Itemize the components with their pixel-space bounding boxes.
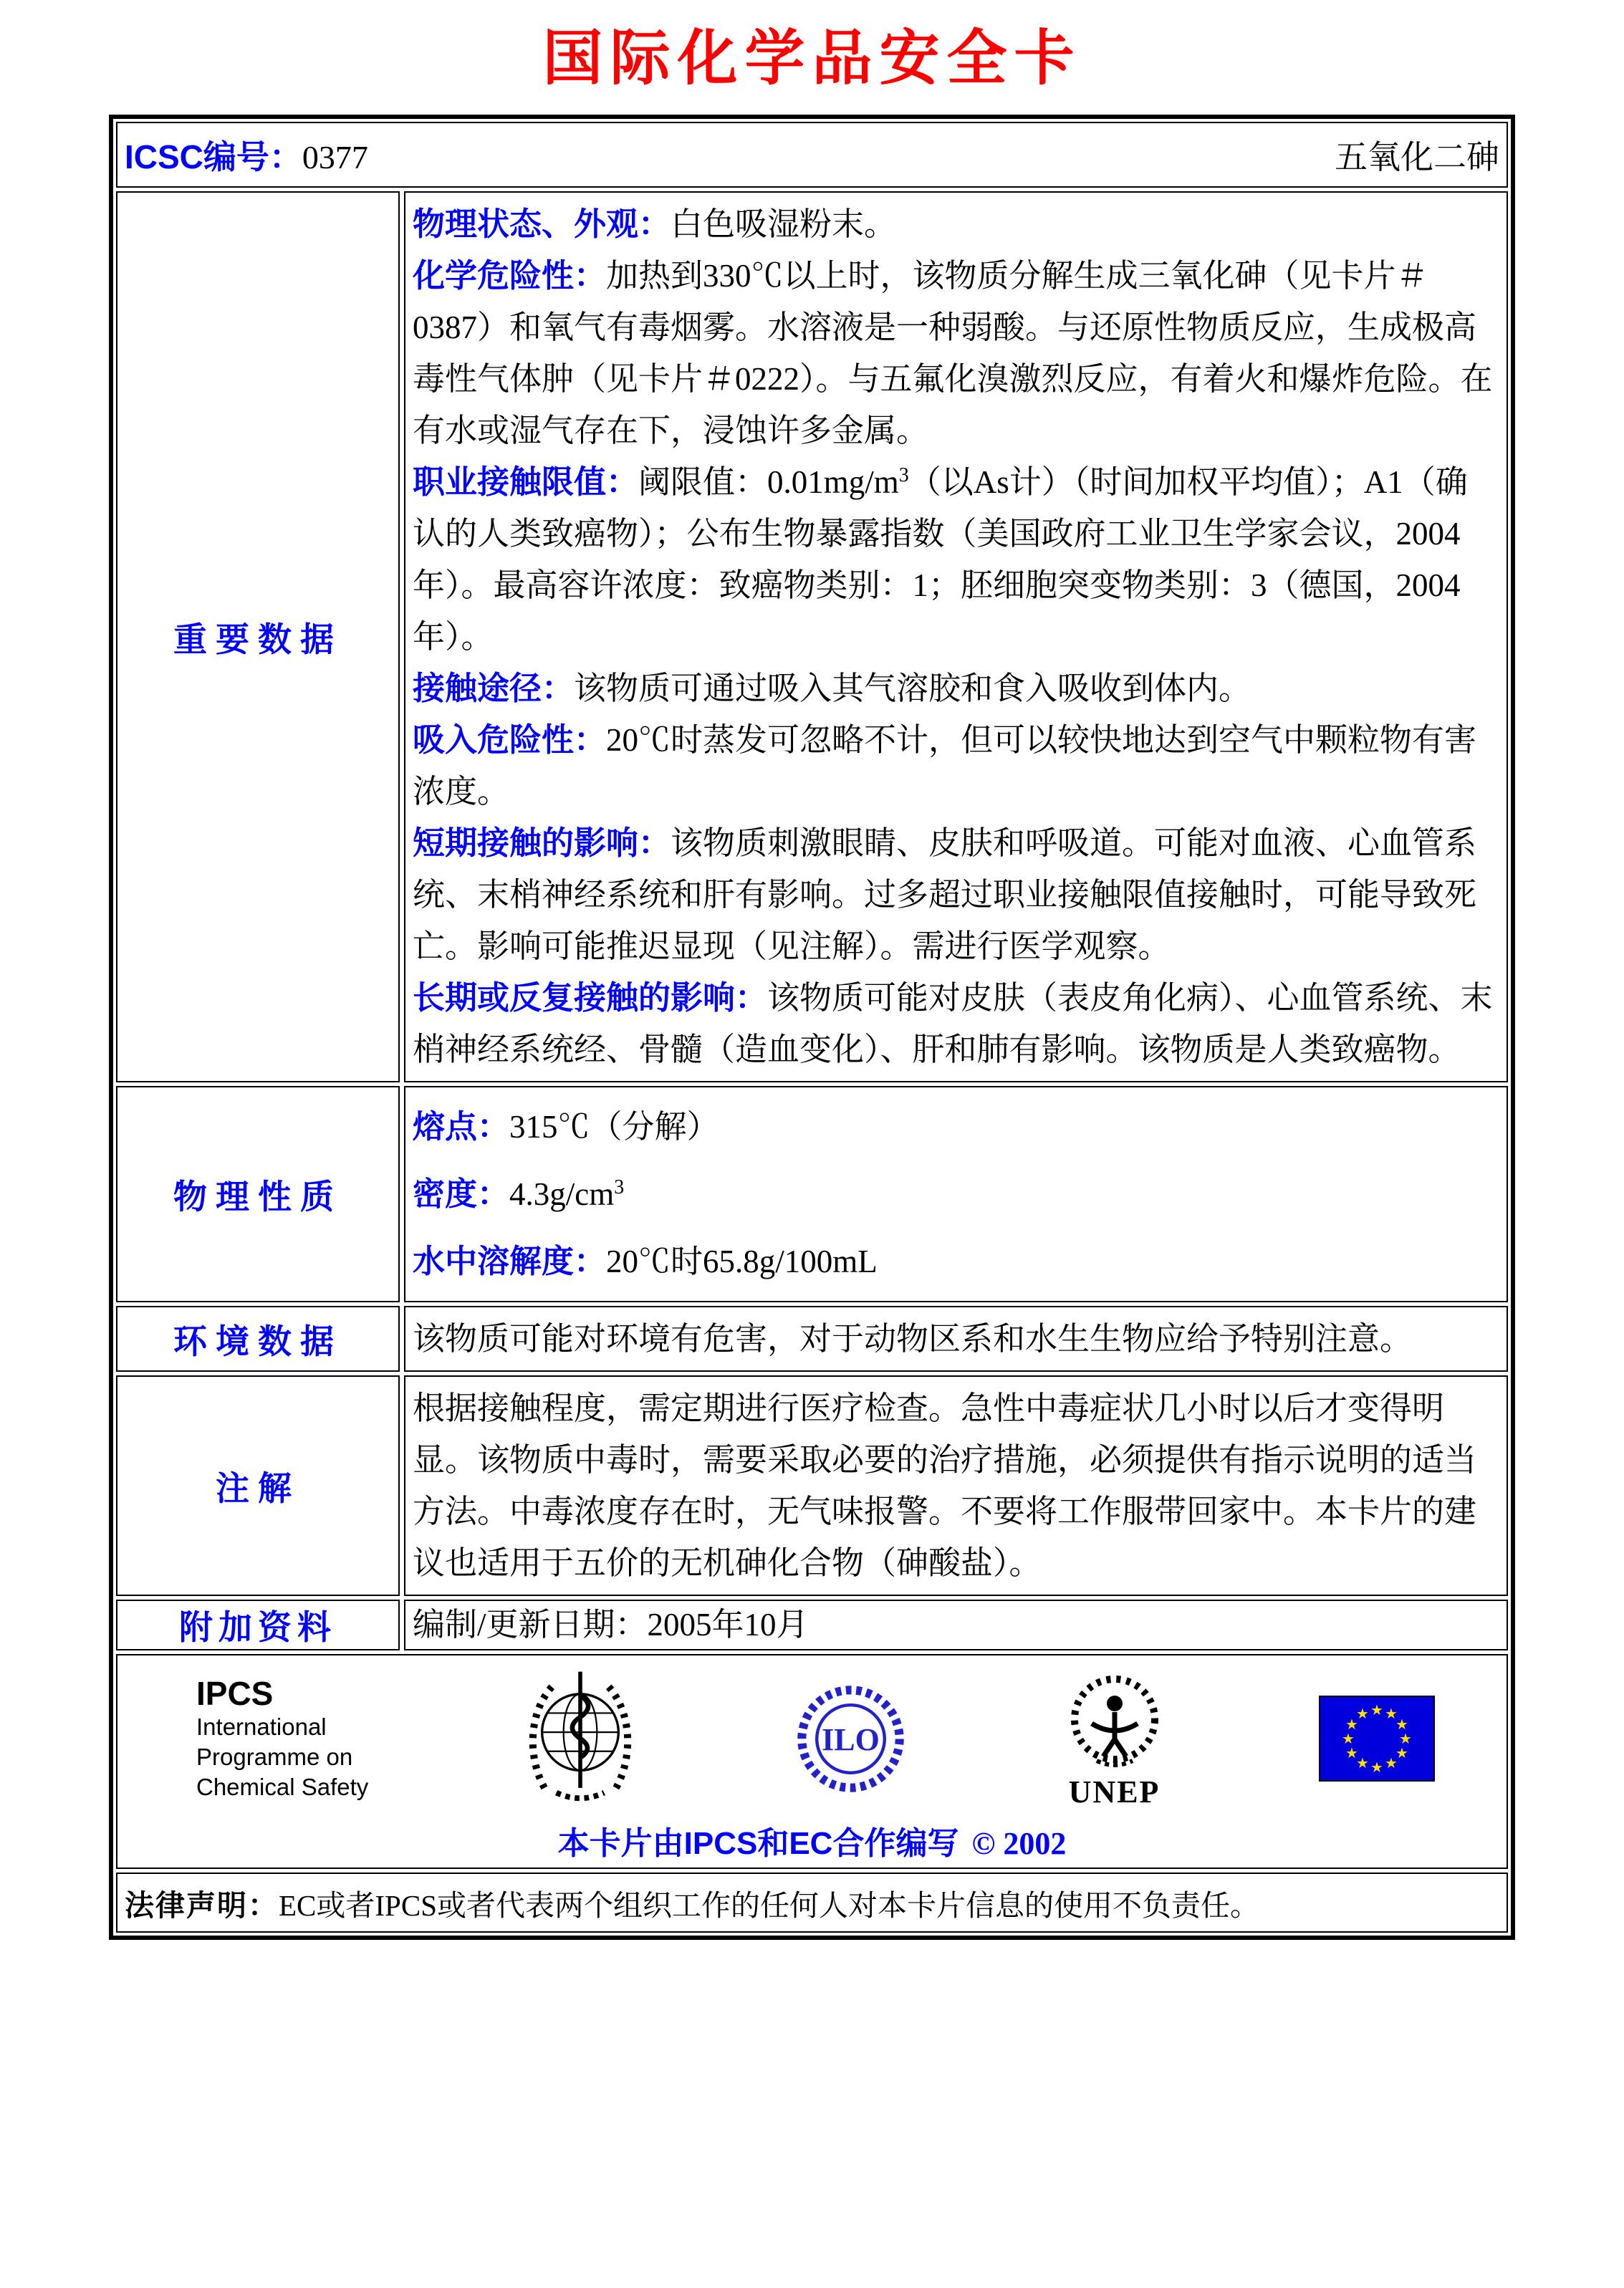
paragraph-text: 该物质可能对皮肤（表皮角化病）、心血管系统、末梢神经系统经、骨髓（造血变化）、肝和肺有影响。该物质是人类致癌物。 bbox=[413, 980, 1493, 1067]
important-data-content bbox=[404, 191, 1508, 1082]
ilo-letters: ILO bbox=[822, 1721, 880, 1757]
paragraph-occupational-limits bbox=[413, 456, 1499, 663]
paragraph-label: 职业接触限值： bbox=[413, 463, 639, 500]
icsc-number-label: ICSC编号： bbox=[125, 138, 302, 176]
paragraph-text: 20℃时蒸发可忽略不计，但可以较快地达到空气中颗粒物有害浓度。 bbox=[413, 722, 1477, 809]
paragraph-physical-state bbox=[413, 198, 1499, 250]
density-line bbox=[413, 1160, 1499, 1228]
row-label-physical-properties: 物理性质 bbox=[116, 1086, 400, 1302]
notes-content: 根据接触程度，需定期进行医疗检查。急性中毒症状几小时以后才变得明显。该物质中毒时，需要采取必要的治疗措施，必须提供有指示说明的适当方法。中毒浓度存在时，无气味报警。不要将工作服带回家中。本卡片的建议也适用于五价的无机砷化合物（砷酸盐）。 bbox=[404, 1375, 1508, 1596]
row-additional-info bbox=[116, 1600, 1508, 1650]
svg-text:★: ★ bbox=[1345, 1716, 1358, 1733]
paragraph-text: 该物质刺激眼睛、皮肤和呼吸道。可能对血液、心血管系统、末梢神经系统和肝有影响。过多超过职业接触限值接触时，可能导致死亡。影响可能推迟显现（见注解）。需进行医学观察。 bbox=[413, 825, 1477, 964]
svg-text:★: ★ bbox=[1341, 1730, 1355, 1747]
paragraph-text: 该物质可通过吸入其气溶胶和食入吸收到体内。 bbox=[574, 670, 1251, 706]
row-physical-properties bbox=[116, 1086, 1508, 1302]
row-label-notes: 注解 bbox=[116, 1375, 400, 1596]
paragraph-text: 加热到330℃以上时，该物质分解生成三氧化砷（见卡片＃0387）和氧气有毒烟雾。水溶液是一种弱酸。与还原性物质反应，生成极高毒性气体肿（见卡片＃0222）。与五氟化溴激烈反应，有着火和爆炸危险。在有水或湿气存在下，浸蚀许多金属。 bbox=[413, 258, 1493, 448]
cooperation-caption bbox=[139, 1817, 1485, 1863]
svg-text:★: ★ bbox=[1370, 1759, 1383, 1776]
paragraph-label: 短期接触的影响： bbox=[413, 825, 671, 861]
logos-strip bbox=[139, 1667, 1485, 1810]
eu-flag-icon bbox=[1319, 1696, 1435, 1782]
unep-emblem-icon bbox=[1061, 1669, 1168, 1777]
svg-text:★: ★ bbox=[1395, 1716, 1408, 1733]
paragraph-short-term-effects bbox=[413, 817, 1499, 972]
property-value: 315℃（分解） bbox=[509, 1109, 719, 1145]
row-important-data bbox=[116, 191, 1508, 1082]
superscript: 3 bbox=[614, 1176, 625, 1198]
property-value: 20℃时65.8g/100mL bbox=[606, 1244, 878, 1279]
svg-text:★: ★ bbox=[1398, 1730, 1412, 1747]
copyright-text: © 2002 bbox=[971, 1826, 1067, 1861]
unep-wordmark: UNEP bbox=[1068, 1774, 1161, 1809]
paragraph-label: 吸入危险性： bbox=[413, 721, 607, 758]
svg-text:★: ★ bbox=[1395, 1744, 1408, 1761]
row-environmental-data bbox=[116, 1306, 1508, 1372]
cooperation-caption-text: 本卡片由IPCS和EC合作编写 bbox=[557, 1826, 959, 1861]
chemical-name: 五氧化二砷 bbox=[1335, 139, 1499, 176]
svg-text:★: ★ bbox=[1345, 1744, 1358, 1761]
property-label: 水中溶解度： bbox=[413, 1243, 607, 1279]
card-header-row bbox=[116, 122, 1508, 188]
additional-info-content: 编制/更新日期：2005年10月 bbox=[404, 1600, 1508, 1650]
property-label: 熔点： bbox=[413, 1108, 510, 1145]
ipcs-acronym: IPCS bbox=[196, 1675, 274, 1712]
physical-properties-content bbox=[404, 1086, 1508, 1302]
ipcs-line: Chemical Safety bbox=[196, 1774, 369, 1800]
icsc-number-value: 0377 bbox=[302, 139, 368, 176]
water-solubility-line bbox=[413, 1228, 1499, 1295]
svg-text:★: ★ bbox=[1370, 1701, 1383, 1719]
svg-text:★: ★ bbox=[1384, 1705, 1398, 1722]
legal-notice-text: EC或者IPCS或者代表两个组织工作的任何人对本卡片信息的使用不负责任。 bbox=[279, 1888, 1259, 1922]
paragraph-text: 阈限值：0.01mg/m bbox=[638, 464, 899, 500]
legal-notice-label: 法律声明： bbox=[125, 1888, 279, 1922]
svg-text:★: ★ bbox=[1355, 1705, 1369, 1722]
row-label-important-data: 重要数据 bbox=[116, 191, 400, 1082]
melting-point-line bbox=[413, 1093, 1499, 1160]
environmental-data-content: 该物质可能对环境有危害，对于动物区系和水生生物应给予特别注意。 bbox=[404, 1306, 1508, 1372]
paragraph-chemical-danger bbox=[413, 250, 1499, 456]
superscript: 3 bbox=[898, 464, 909, 486]
legal-notice-row bbox=[116, 1873, 1508, 1933]
paragraph-text: 白色吸湿粉末。 bbox=[671, 206, 897, 242]
paragraph-exposure-routes bbox=[413, 663, 1499, 714]
ipcs-line: International bbox=[196, 1713, 327, 1740]
ilo-emblem-icon bbox=[792, 1680, 910, 1798]
paragraph-inhalation-risk bbox=[413, 714, 1499, 817]
ipcs-text-block bbox=[196, 1675, 368, 1802]
paragraph-text: （以As计）（时间加权平均值）；A1（确认的人类致癌物）；公布生物暴露指数（美国政府工业卫生学家会议，2004年）。最高容许浓度：致癌物类别：1；胚细胞突变物类别：3（德国，2004年）。 bbox=[413, 464, 1468, 655]
ipcs-line: Programme on bbox=[196, 1744, 353, 1770]
property-value: 4.3g/cm bbox=[509, 1176, 615, 1212]
row-notes bbox=[116, 1375, 1508, 1596]
logos-row bbox=[116, 1654, 1508, 1869]
paragraph-label: 长期或反复接触的影响： bbox=[413, 979, 768, 1016]
paragraph-label: 接触途径： bbox=[413, 670, 575, 706]
property-label: 密度： bbox=[413, 1176, 510, 1212]
icsc-card bbox=[109, 115, 1515, 1940]
paragraph-label: 化学危险性： bbox=[413, 257, 607, 294]
unep-emblem-block bbox=[1061, 1669, 1168, 1808]
paragraph-label: 物理状态、外观： bbox=[413, 206, 671, 242]
page-title: 国际化学品安全卡 bbox=[542, 26, 1082, 92]
row-label-additional-info: 附加资料 bbox=[116, 1600, 400, 1650]
svg-text:★: ★ bbox=[1355, 1754, 1369, 1772]
paragraph-long-term-effects bbox=[413, 972, 1499, 1075]
row-label-environmental-data: 环境数据 bbox=[116, 1306, 400, 1372]
svg-text:★: ★ bbox=[1384, 1754, 1398, 1772]
who-emblem-icon bbox=[519, 1667, 641, 1810]
icsc-number-group bbox=[125, 131, 368, 178]
